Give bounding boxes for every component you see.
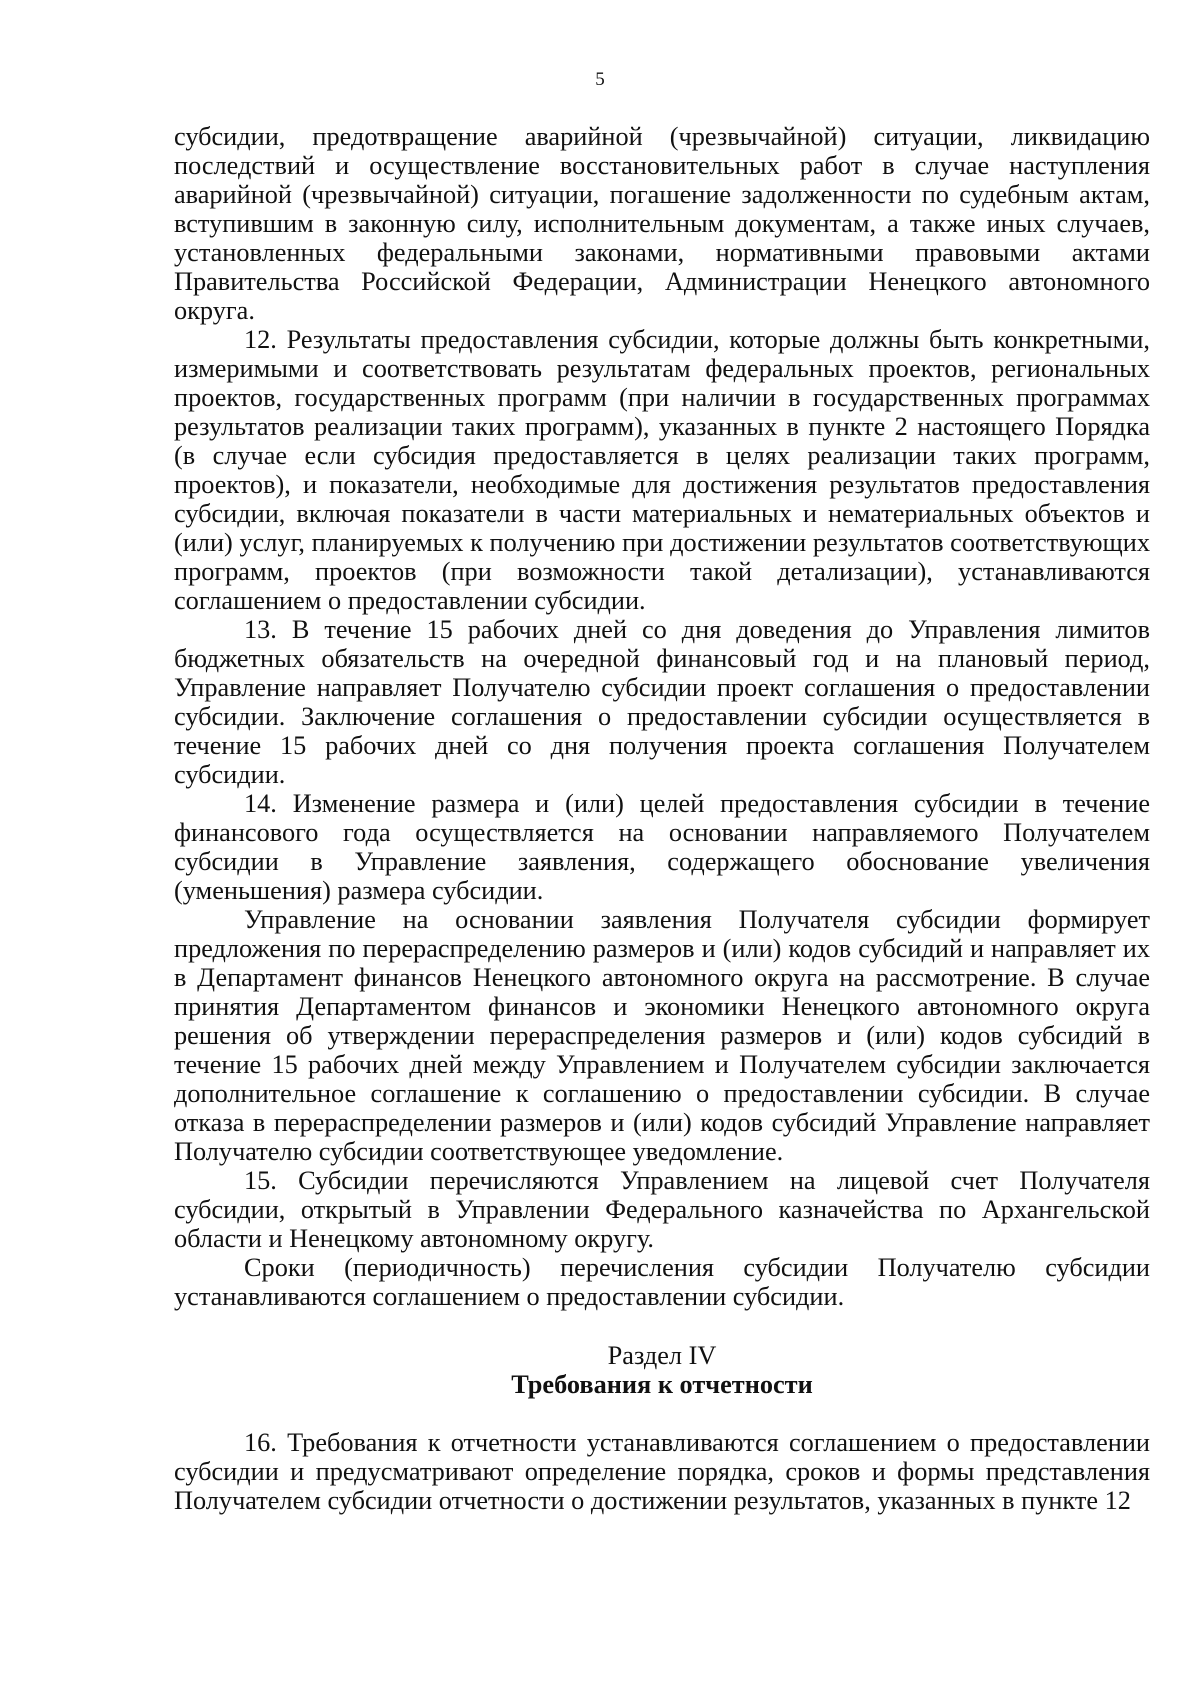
paragraph-15: 15. Субсидии перечисляются Управлением на лицевой счет Получателя субсидии, открытый в Управлении Федерального казначейства по Архангельской области и Ненецкому автономному округу. (174, 1166, 1150, 1253)
page-number: 5 (595, 69, 605, 90)
paragraph-14: 14. Изменение размера и (или) целей предоставления субсидии в течение финансового года осуществляется на основании направляемого Получателем субсидии в Управление заявления, содержащего обоснование увеличения (уменьшения) размера субсидии. (174, 789, 1150, 905)
section-title: Требования к отчетности (511, 1370, 813, 1399)
paragraph-14-continuation: Управление на основании заявления Получателя субсидии формирует предложения по перераспределению размеров и (или) кодов субсидий и направляет их в Департамент финансов Ненецкого автономного округа на рассмотрение. В случае принятия Департаментом финансов и экономики Ненецкого автономного округа решения об утверждении перераспределения размеров и (или) кодов субсидий в течение 15 рабочих дней между Управлением и Получателем субсидии заключается дополнительное соглашение к соглашению о предоставлении субсидии. В случае отказа в перераспределении размеров и (или) кодов субсидий Управление направляет Получателю субсидии соответствующее уведомление. (174, 905, 1150, 1166)
paragraph-12: 12. Результаты предоставления субсидии, которые должны быть конкретными, измеримыми и соответствовать результатам федеральных проектов, региональных проектов, государственных программ (при наличии в государственных программах результатов реализации таких программ), указанных в пункте 2 настоящего Порядка (в случае если субсидия предоставляется в целях реализации таких программ, проектов), и показатели, необходимые для достижения результатов предоставления субсидии, включая показатели в части материальных и нематериальных объектов и (или) услуг, планируемых к получению при достижении результатов соответствующих программ, проектов (при возможности такой детализации), устанавливаются соглашением о предоставлении субсидии. (174, 325, 1150, 615)
section-heading (174, 1341, 1150, 1399)
paragraph-15-continuation: Сроки (периодичность) перечисления субсидии Получателю субсидии устанавливаются соглашением о предоставлении субсидии. (174, 1253, 1150, 1311)
section-number: Раздел IV (607, 1341, 717, 1370)
paragraph-16: 16. Требования к отчетности устанавливаются соглашением о предоставлении субсидии и предусматривают определение порядка, сроков и формы представления Получателем субсидии отчетности о достижении результатов, указанных в пункте 12 (174, 1428, 1150, 1515)
paragraph-13: 13. В течение 15 рабочих дней со дня доведения до Управления лимитов бюджетных обязательств на очередной финансовый год и на плановый период, Управление направляет Получателю субсидии проект соглашения о предоставлении субсидии. Заключение соглашения о предоставлении субсидии осуществляется в течение 15 рабочих дней со дня получения проекта соглашения Получателем субсидии. (174, 615, 1150, 789)
paragraph-11-continuation: субсидии, предотвращение аварийной (чрезвычайной) ситуации, ликвидацию последствий и осуществление восстановительных работ в случае наступления аварийной (чрезвычайной) ситуации, погашение задолженности по судебным актам, вступившим в законную силу, исполнительным документам, а также иных случаев, установленных федеральными законами, нормативными правовыми актами Правительства Российской Федерации, Администрации Ненецкого автономного округа. (174, 122, 1150, 325)
document-body (174, 122, 1150, 1515)
